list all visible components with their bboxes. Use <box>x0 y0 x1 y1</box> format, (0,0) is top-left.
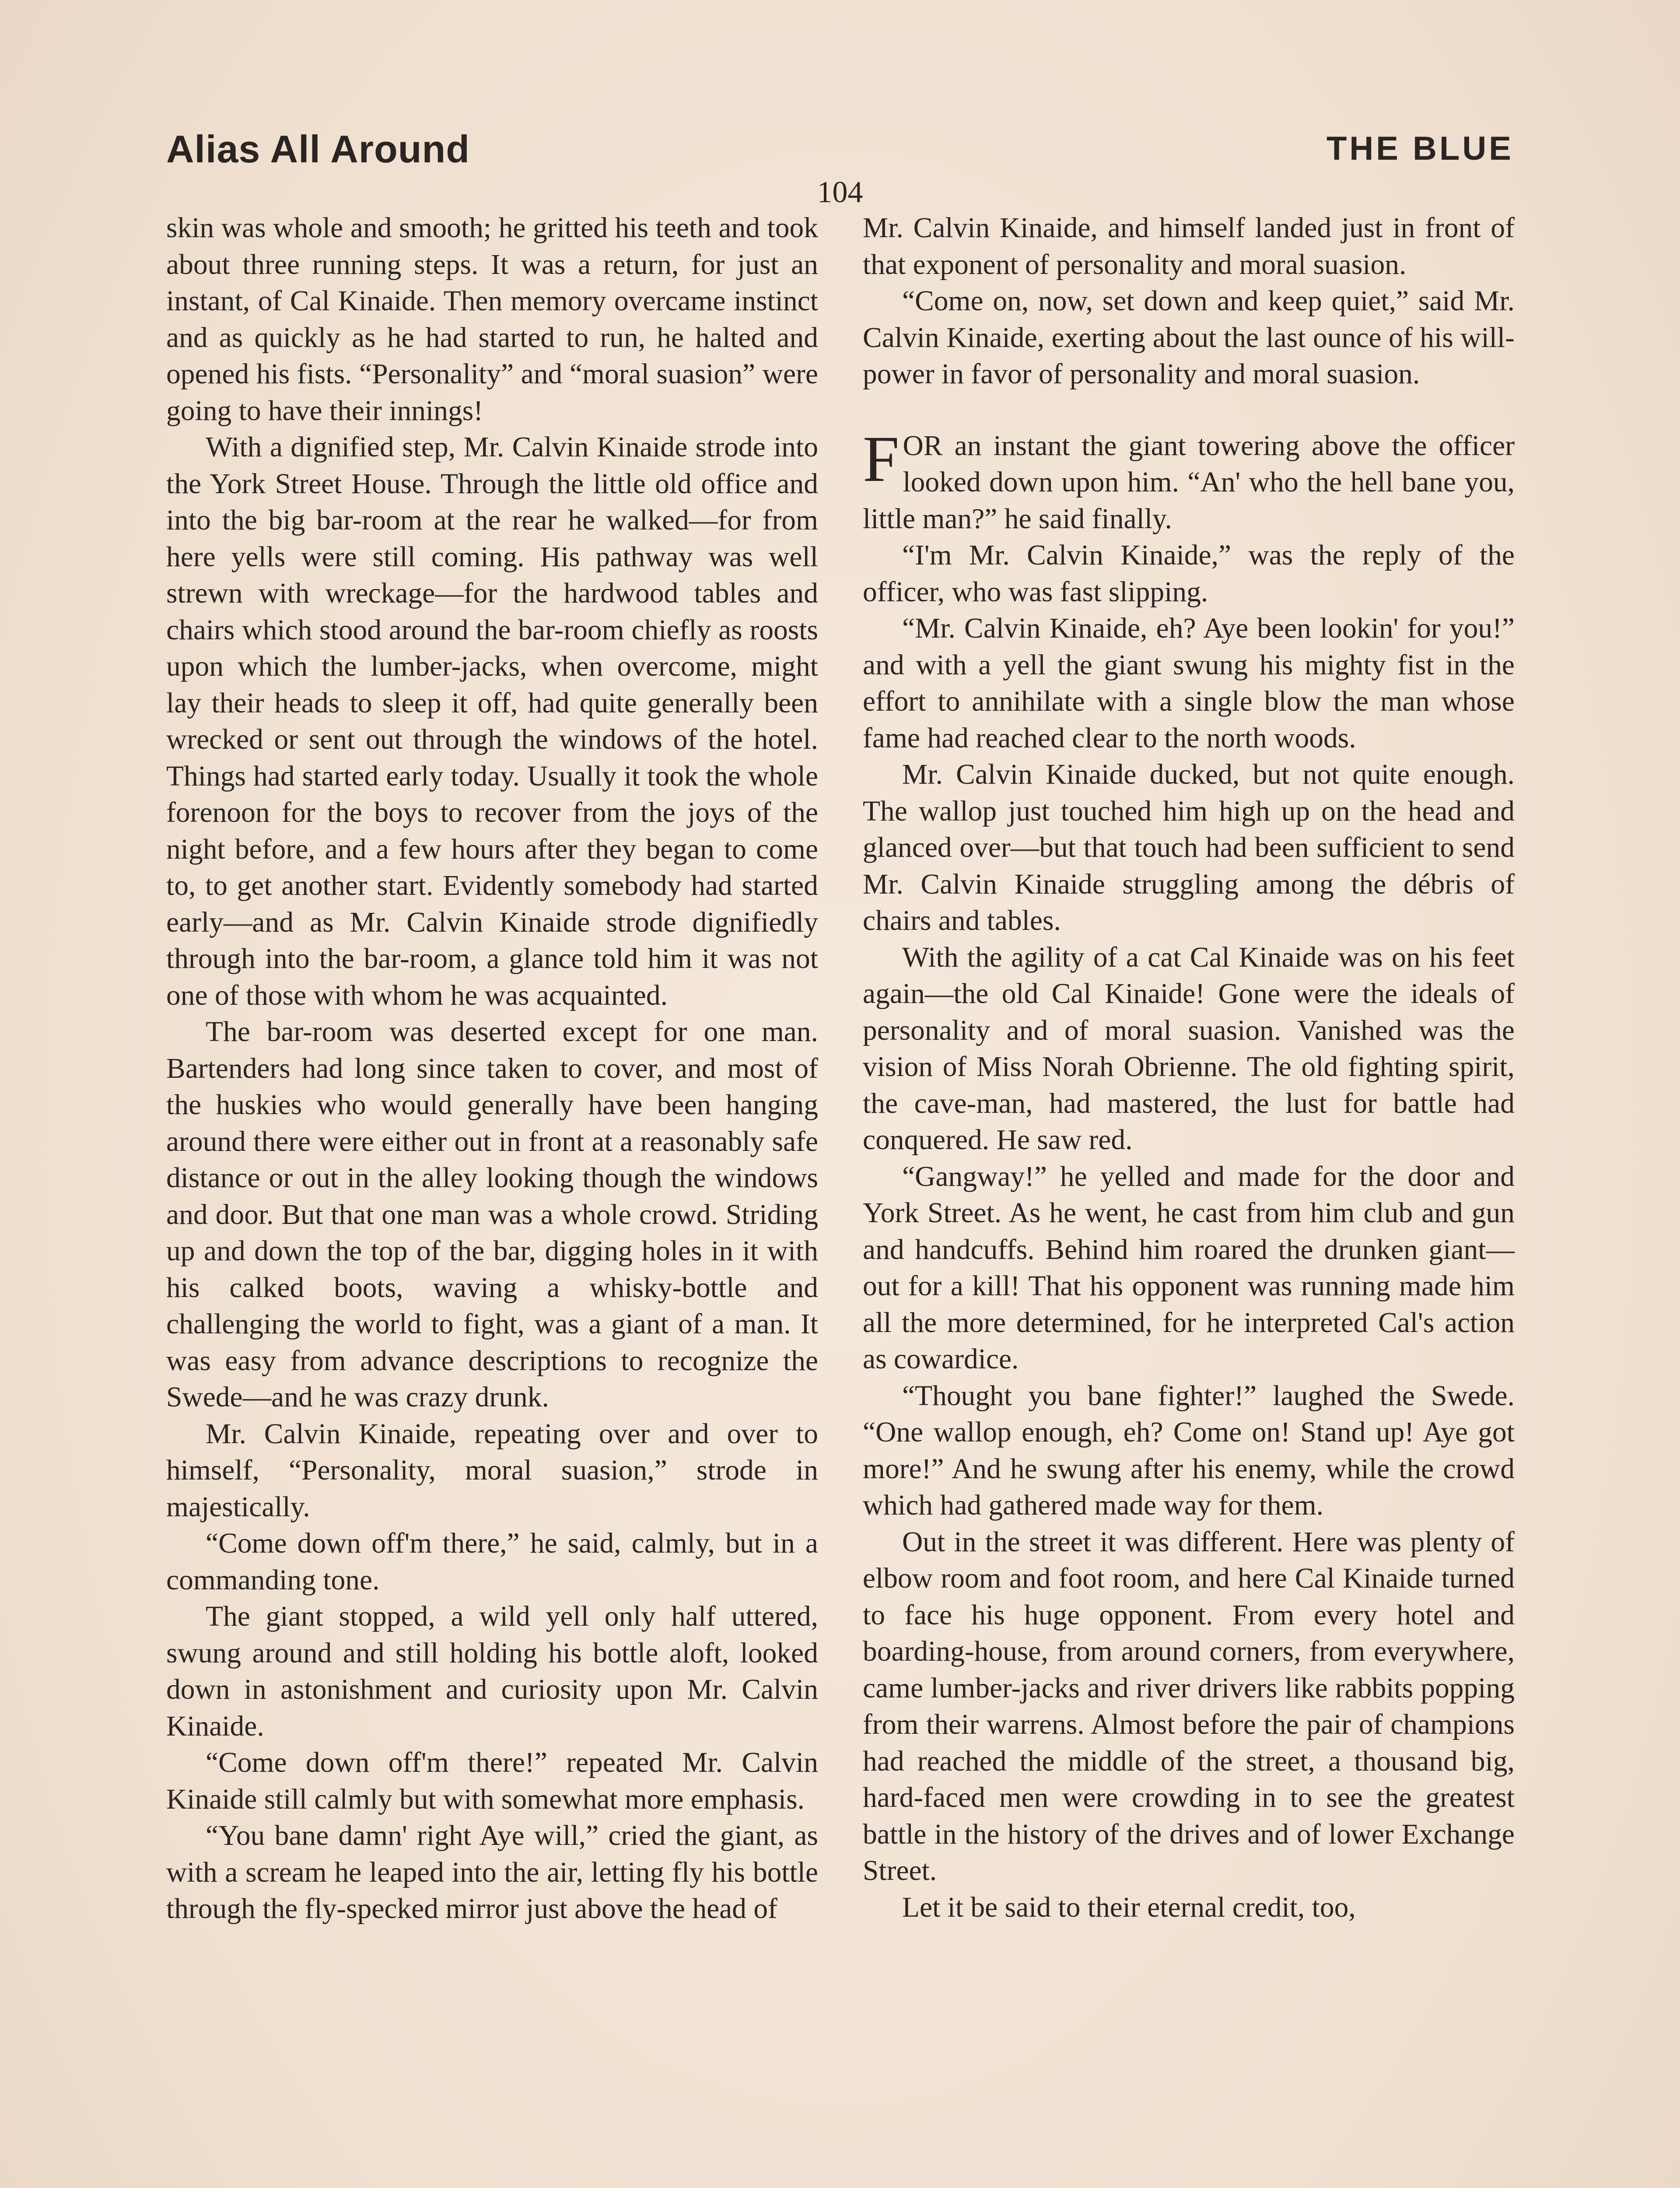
paragraph: With a dignified step, Mr. Calvin Kinaide strode into the York Street House. Through the little old office and into the big bar-room at the rear he walked—for from here yells were still coming. His pathway was well strewn with wreckage—for the hardwood tables and chairs which stood around the bar-room chiefly as roosts upon which the lumber-jacks, when overcome, might lay their heads to sleep it off, had quite generally been wrecked or sent out through the windows of the hotel. Things had started early today. Usually it took the whole forenoon for the boys to recover from the joys of the night before, and a few hours after they began to come to, to get another start. Evidently somebody had started early—and as Mr. Calvin Kinaide strode dignifiedly through into the bar-room, a glance told him it was not one of those with whom he was acquainted. <box>166 431 818 1011</box>
paragraph: The bar-room was deserted except for one man. Bartenders had long since taken to cover, and most of the huskies who would generally have been hanging around there were either out in front at a reasonably safe distance or out in the alley looking though the windows and door. But that one man was a whole crowd. Striding up and down the top of the bar, digging holes in it with his calked boots, waving a whisky-bottle and challenging the world to fight, was a giant of a man. It was easy from advance descriptions to recognize the Swede—and he was crazy drunk. <box>166 1016 818 1413</box>
drop-cap-text: OR an instant the giant towering above the officer looked down upon him. “An' who the hell bane you, little man?” he said finally. <box>863 430 1515 535</box>
paragraph: Mr. Calvin Kinaide, and himself landed just in front of that exponent of personality and moral suasion. <box>863 212 1515 281</box>
magazine-title: THE BLUE <box>1326 130 1514 167</box>
paragraph: “I'm Mr. Calvin Kinaide,” was the reply of the officer, who was fast slipping. <box>863 540 1515 608</box>
section-start-paragraph <box>863 422 1515 538</box>
paragraph: “Mr. Calvin Kinaide, eh? Aye been lookin' for you!” and with a yell the giant swung his mighty fist in the effort to annihilate with a single blow the man whose fame had reached clear to the north woods. <box>863 613 1515 754</box>
left-column <box>166 210 818 1928</box>
paragraph: Out in the street it was different. Here was plenty of elbow room and foot room, and here Cal Kinaide turned to face his huge opponent. From every hotel and boarding-house, from around corners, from everywhere, came lumber-jacks and river drivers like rabbits popping from their warrens. Almost before the pair of champions had reached the middle of the street, a thousand big, hard-faced men were crowding in to see the greatest battle in the history of the drives and of lower Exchange Street. <box>863 1526 1515 1886</box>
paragraph: Mr. Calvin Kinaide ducked, but not quite enough. The wallop just touched him high up on the head and glanced over—but that touch had been sufficient to send Mr. Calvin Kinaide struggling among the débris of chairs and tables. <box>863 759 1515 936</box>
paragraph: “You bane damn' right Aye will,” cried the giant, as with a scream he leaped into the air, letting fly his bottle through the fly-specked mirror just above the head of <box>166 1820 818 1925</box>
drop-cap: F <box>863 422 900 495</box>
story-title: Alias All Around <box>166 127 470 171</box>
page-number: 104 <box>817 175 863 209</box>
paragraph: “Come down off'm there,” he said, calmly, but in a commanding tone. <box>166 1528 818 1596</box>
paragraph: Mr. Calvin Kinaide, repeating over and over to himself, “Personality, moral suasion,” strode in majestically. <box>166 1418 818 1523</box>
paragraph: “Come on, now, set down and keep quiet,” said Mr. Calvin Kinaide, exerting about the last ounce of his will-power in favor of personality and moral suasion. <box>863 285 1515 390</box>
paragraph: Let it be said to their eternal credit, too, <box>902 1891 1356 1923</box>
paragraph: “Gangway!” he yelled and made for the door and York Street. As he went, he cast from him club and gun and handcuffs. Behind him roared the drunken giant—out for a kill! That his opponent was running made him all the more determined, for he interpreted Cal's action as cowardice. <box>863 1161 1515 1375</box>
running-head <box>166 127 1514 175</box>
right-column <box>863 210 1515 1926</box>
paragraph: “Thought you bane fighter!” laughed the Swede. “One wallop enough, eh? Come on! Stand up! Aye got more!” And he swung after his enemy, while the crowd which had gathered made way for them. <box>863 1380 1515 1521</box>
paragraph: skin was whole and smooth; he gritted his teeth and took about three running steps. It was a return, for just an instant, of Cal Kinaide. Then memory overcame instinct and as quickly as he had started to run, he halted and opened his fists. “Personality” and “moral suasion” were going to have their innings! <box>166 212 818 427</box>
paragraph: “Come down off'm there!” repeated Mr. Calvin Kinaide still calmly but with somewhat more emphasis. <box>166 1747 818 1815</box>
paragraph: With the agility of a cat Cal Kinaide was on his feet again—the old Cal Kinaide! Gone were the ideals of personality and of moral suasion. Vanished was the vision of Miss Norah Obrienne. The old fighting spirit, the cave-man, had mastered, the lust for battle had conquered. He saw red. <box>863 941 1515 1156</box>
paragraph: The giant stopped, a wild yell only half uttered, swung around and still holding his bottle aloft, looked down in astonishment and curiosity upon Mr. Calvin Kinaide. <box>166 1601 818 1742</box>
